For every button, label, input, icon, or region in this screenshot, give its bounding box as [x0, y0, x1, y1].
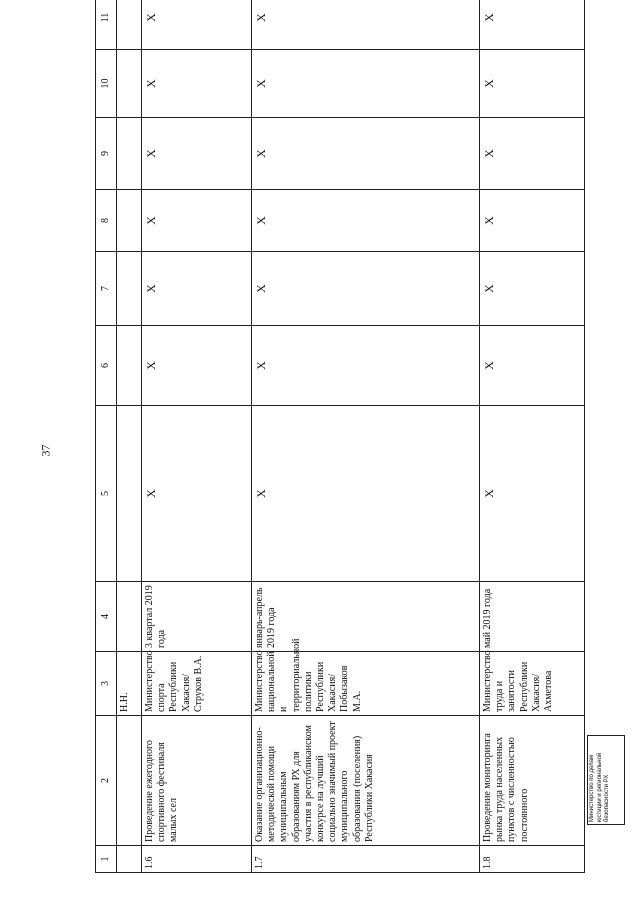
stamp-line: безопасности РХ	[604, 774, 610, 822]
table-cell	[117, 0, 142, 50]
responsible-cell: Министерство национальной и территориальной политики Республики Хакасия/ Побызаков М.А.	[252, 652, 480, 716]
row-number: 1.6	[142, 846, 252, 873]
table-cell	[117, 846, 142, 873]
mark-cell: X	[142, 406, 252, 582]
mark-cell: X	[480, 252, 585, 326]
header-cell: 5	[96, 406, 117, 582]
table-cell	[117, 50, 142, 118]
header-cell: 6	[96, 326, 117, 406]
mark-cell: X	[252, 326, 480, 406]
header-cell: 4	[96, 582, 117, 652]
responsible-cell: Министерство труда и занятости Республики Хакасия/ Ахметова	[480, 652, 585, 716]
header-cell: 3	[96, 652, 117, 716]
table-row	[480, 0, 585, 873]
mark-cell: X	[480, 190, 585, 252]
responsible-cell: Н.Н.	[117, 652, 142, 716]
page-number: 37	[38, 444, 53, 457]
table-cell	[117, 716, 142, 846]
header-cell: 1	[96, 846, 117, 873]
table-row	[252, 0, 480, 873]
event-cell: Проведение мониторинга рынка труда населенных пунктов с численностью постоянного	[480, 716, 585, 846]
table-row	[142, 0, 252, 873]
header-row	[96, 0, 117, 873]
mark-cell: X	[252, 252, 480, 326]
mark-cell: X	[252, 118, 480, 190]
table-cell	[117, 406, 142, 582]
mark-cell: X	[142, 0, 252, 50]
mark-cell: X	[480, 50, 585, 118]
mark-cell: X	[142, 118, 252, 190]
table-cell	[117, 252, 142, 326]
stamp-line: Министерство по делам	[589, 754, 595, 822]
mark-cell: X	[252, 0, 480, 50]
table-cell	[117, 118, 142, 190]
mark-cell: X	[480, 118, 585, 190]
mark-cell: X	[142, 252, 252, 326]
header-cell: 9	[96, 118, 117, 190]
mark-cell: X	[142, 50, 252, 118]
mark-cell: X	[252, 406, 480, 582]
row-number: 1.8	[480, 846, 585, 873]
registration-stamp	[587, 735, 625, 825]
term-cell: январь-апрель 2019 года	[252, 582, 480, 652]
header-cell: 2	[96, 716, 117, 846]
mark-cell: X	[480, 406, 585, 582]
plan-table	[95, 0, 585, 873]
plan-table-rotated	[95, 12, 585, 873]
header-cell: 7	[96, 252, 117, 326]
mark-cell: X	[252, 190, 480, 252]
event-cell: Оказание организационно-методической помощи муниципальным образованиям РХ для участия в республиканском конкурсе на лучший социально значимый проект муниципального образования (поселения) Республики Хакасия	[252, 716, 480, 846]
header-cell: 8	[96, 190, 117, 252]
responsible-cell: Министерство спорта Республики Хакасия/ Струков В.А.	[142, 652, 252, 716]
header-cell: 11	[96, 0, 117, 50]
table-cell	[117, 190, 142, 252]
mark-cell: X	[480, 0, 585, 50]
event-cell: Проведение ежегодного спортивного фестиваля малых сел	[142, 716, 252, 846]
row-number: 1.7	[252, 846, 480, 873]
term-cell: май 2019 года	[480, 582, 585, 652]
table-cell	[117, 582, 142, 652]
term-cell: 3 квартал 2019 года	[142, 582, 252, 652]
mark-cell: X	[142, 190, 252, 252]
stamp-line: юстиции и региональной	[596, 752, 603, 822]
continuation-row	[117, 0, 142, 873]
table-cell	[117, 326, 142, 406]
mark-cell: X	[142, 326, 252, 406]
mark-cell: X	[480, 326, 585, 406]
header-cell: 10	[96, 50, 117, 118]
mark-cell: X	[252, 50, 480, 118]
